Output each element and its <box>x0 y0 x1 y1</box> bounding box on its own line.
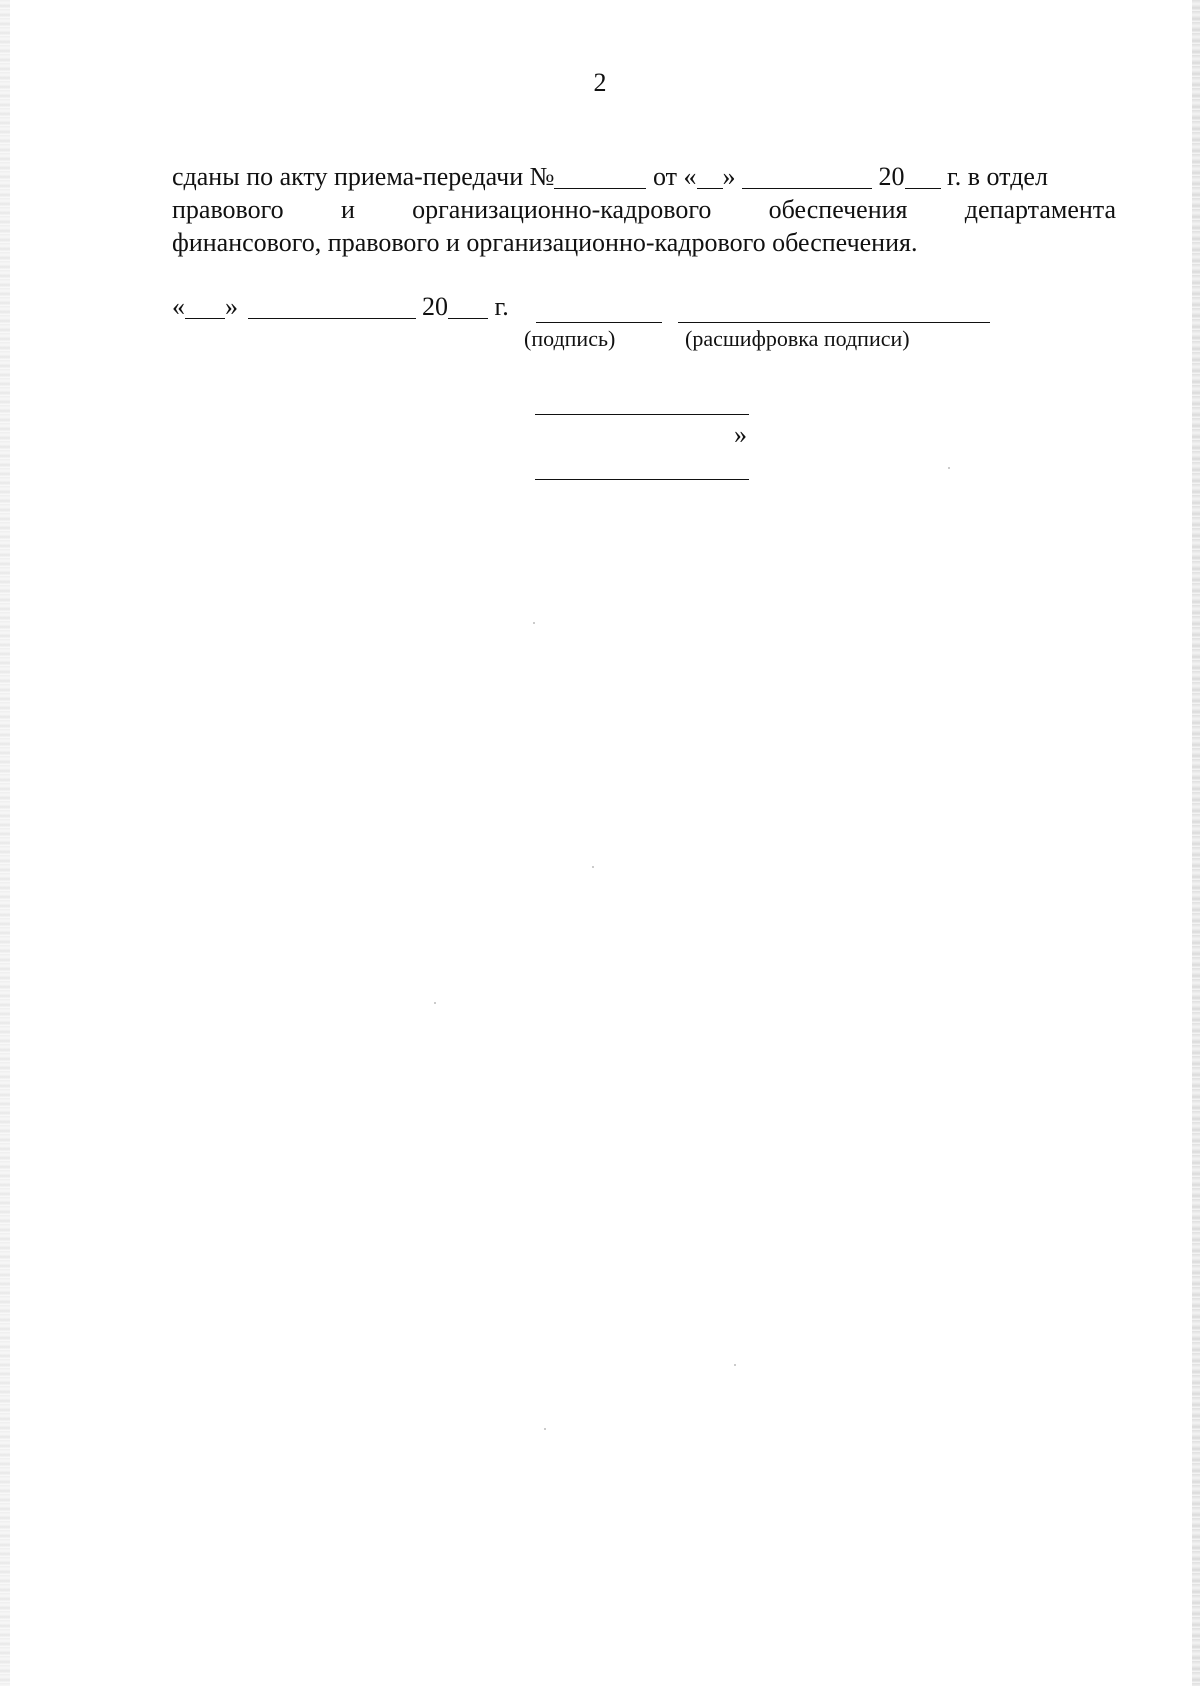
decryption-caption: (расшифровка подписи) <box>685 326 910 351</box>
scan-speck <box>434 1002 436 1004</box>
bottom-close-quote: » <box>734 420 747 449</box>
date-year-suffix: г. <box>488 292 509 321</box>
scan-edge-left <box>0 0 10 1686</box>
scan-speck <box>533 622 535 624</box>
date-close-quote: » <box>225 292 238 321</box>
signature-line[interactable] <box>536 322 662 323</box>
act-number-blank[interactable] <box>554 162 646 189</box>
date-month-blank[interactable] <box>248 292 416 319</box>
paragraph-line-1 <box>172 160 1116 193</box>
paragraph-line-2 <box>172 193 1116 226</box>
signature-caption: (подпись) <box>524 326 616 351</box>
year-prefix-text: 20 <box>872 162 905 191</box>
date-open-quote: « <box>172 292 185 321</box>
upper-rule <box>535 414 749 415</box>
line2-word: обеспечения <box>768 195 908 224</box>
scan-speck <box>592 866 594 868</box>
date-day-blank[interactable] <box>185 292 225 319</box>
day-blank[interactable] <box>697 162 723 189</box>
line2-word: и <box>340 195 355 224</box>
page-number: 2 <box>593 68 607 97</box>
line2-word: правового <box>172 195 284 224</box>
line2-word: организационно-кадрового <box>412 195 712 224</box>
scan-edge-right <box>1192 0 1200 1686</box>
year-blank[interactable] <box>905 162 941 189</box>
from-text: от « <box>646 162 697 191</box>
scan-speck <box>734 1364 736 1366</box>
decryption-line[interactable] <box>678 322 990 323</box>
body-paragraph <box>172 160 1116 259</box>
scan-speck <box>544 1428 546 1430</box>
lower-rule <box>535 479 749 480</box>
date-year-prefix: 20 <box>422 292 448 321</box>
scan-speck <box>948 467 950 469</box>
act-text: сданы по акту приема-передачи № <box>172 162 555 191</box>
date-year-blank[interactable] <box>448 292 488 319</box>
paragraph-line-3: финансового, правового и организационно-кадрового обеспечения. <box>172 228 918 257</box>
to-department-text: г. в отдел <box>940 162 1048 191</box>
month-blank[interactable] <box>742 162 872 189</box>
date-signature-row <box>172 290 509 323</box>
close-quote-text: » <box>722 162 743 191</box>
line2-word: департамента <box>964 195 1116 224</box>
